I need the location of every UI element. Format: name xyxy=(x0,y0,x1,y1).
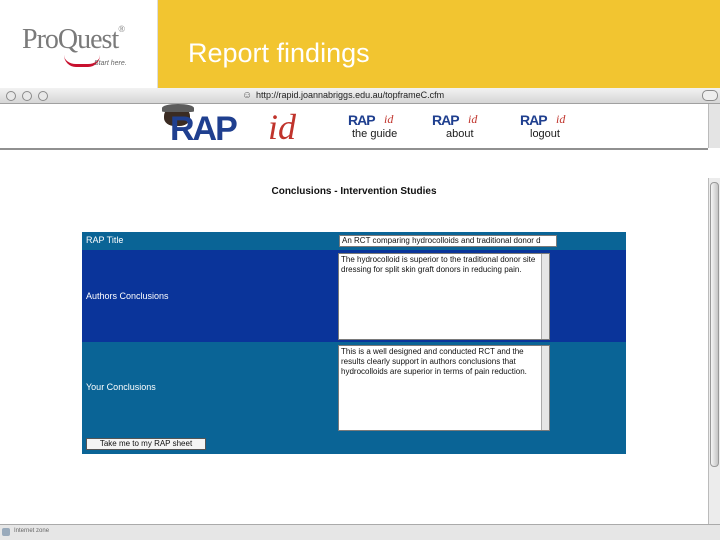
nav-id-mark: id xyxy=(556,112,566,126)
minimize-window-button[interactable] xyxy=(22,91,32,101)
rapid-logo-rap: RAP xyxy=(170,110,236,148)
browser-status-bar xyxy=(0,524,720,540)
logo-brand: ProQuest xyxy=(22,24,119,55)
authors-textarea-scrollbar[interactable] xyxy=(541,254,549,339)
nav-about-link[interactable] xyxy=(432,112,502,146)
page-heading: Conclusions - Intervention Studies xyxy=(271,186,437,197)
nav-id-mark: id xyxy=(468,112,478,126)
zone-icon xyxy=(2,528,10,536)
authors-conclusions-textarea[interactable] xyxy=(338,253,550,340)
nav-rap-mark: RAP xyxy=(520,112,547,128)
your-conclusions-label: Your Conclusions xyxy=(86,382,156,392)
logo-registered-mark: ® xyxy=(118,24,125,34)
slide-title: Report findings xyxy=(188,38,370,68)
browser-toolbar xyxy=(0,88,720,104)
close-window-button[interactable] xyxy=(6,91,16,101)
rap-sheet-button[interactable]: Take me to my RAP sheet xyxy=(86,438,206,450)
rapid-logo-id: id xyxy=(268,107,297,147)
site-icon: ☺ xyxy=(242,90,253,101)
logo-wordmark xyxy=(22,24,124,56)
rapid-logo xyxy=(160,104,336,148)
nav-rap-mark: RAP xyxy=(348,112,375,128)
proquest-logo xyxy=(0,0,158,92)
content-frame xyxy=(0,150,708,524)
authors-conclusions-row xyxy=(82,250,626,342)
yours-textarea-scrollbar[interactable] xyxy=(541,346,549,430)
nav-frame-scrollbar[interactable] xyxy=(708,104,720,148)
conclusions-form xyxy=(82,232,626,454)
nav-logout-link[interactable] xyxy=(520,112,590,146)
authors-conclusions-text: The hydrocolloid is superior to the traditional donor site dressing for split skin graft donors in reducing pain. xyxy=(341,255,536,274)
your-conclusions-row xyxy=(82,342,626,454)
your-conclusions-textarea[interactable] xyxy=(338,345,550,431)
zoom-window-button[interactable] xyxy=(38,91,48,101)
slide-title-bar xyxy=(158,0,720,92)
rap-title-row xyxy=(82,232,626,250)
nav-rap-mark: RAP xyxy=(432,112,459,128)
nav-label: logout xyxy=(530,128,560,140)
content-scrollbar[interactable] xyxy=(708,178,720,524)
status-text: Internet zone xyxy=(14,528,50,534)
nav-label: the guide xyxy=(352,128,398,140)
logo-tagline: Start here. xyxy=(94,60,127,67)
nav-label: about xyxy=(446,128,474,140)
toolbar-toggle-button[interactable] xyxy=(702,90,718,101)
rap-title-label: RAP Title xyxy=(86,235,124,245)
nav-the-guide-link[interactable] xyxy=(348,112,418,146)
authors-conclusions-label: Authors Conclusions xyxy=(86,291,169,301)
nav-id-mark: id xyxy=(384,112,394,126)
rap-title-input[interactable]: An RCT comparing hydrocolloids and traditional donor d xyxy=(339,235,557,247)
content-scrollbar-thumb[interactable] xyxy=(710,182,719,467)
your-conclusions-text: This is a well designed and conducted RCT and the results clearly support in authors conclusions that hydrocolloids are superior in terms of pain reduction. xyxy=(341,347,527,376)
top-nav-frame xyxy=(0,104,708,148)
address-bar[interactable]: http://rapid.joannabriggs.edu.au/topframeC.cfm xyxy=(256,90,445,100)
